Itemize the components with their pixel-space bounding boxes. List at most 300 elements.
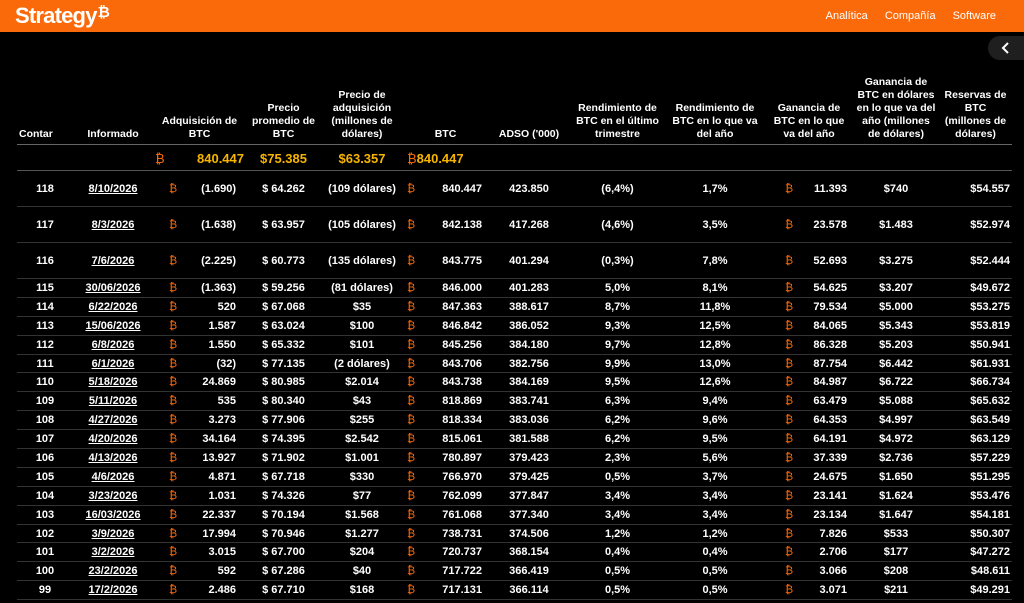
bitcoin-icon: ₿: [407, 414, 416, 427]
cell-avg-price: $ 77.906: [246, 411, 321, 430]
cell-yield-qtd: 9,7%: [570, 335, 665, 354]
cell-reserves: $50.307: [939, 524, 1012, 543]
bitcoin-icon: ₿: [785, 319, 794, 332]
bitcoin-icon: ₿: [169, 546, 178, 559]
bitcoin-icon: ₿: [169, 281, 178, 294]
col-btc[interactable]: BTC: [403, 76, 488, 145]
bitcoin-icon: ₿: [407, 182, 416, 195]
cell-adso: 366.419: [488, 562, 570, 581]
cell-usd-gain-ytd: $6.442: [853, 354, 939, 373]
cell-yield-qtd: 5,0%: [570, 279, 665, 298]
cell-yield-qtd: 0,5%: [570, 581, 665, 600]
cell-acq-price: $40: [321, 562, 403, 581]
cell-yield-qtd: 3,4%: [570, 486, 665, 505]
cell-usd-gain-ytd: $5.000: [853, 297, 939, 316]
bitcoin-icon: ₿: [407, 527, 416, 540]
cell-count: 105: [17, 467, 73, 486]
bitcoin-icon: ₿: [785, 182, 794, 195]
cell-gain-ytd: ₿ 86.328: [765, 335, 853, 354]
cell-usd-gain-ytd: $1.624: [853, 486, 939, 505]
strategy-logo[interactable]: Strategy₿: [15, 3, 110, 28]
cell-usd-gain-ytd: $3.207: [853, 279, 939, 298]
cell-count: 104: [17, 486, 73, 505]
bitcoin-icon: ₿: [407, 281, 416, 294]
cell-acquisition: ₿ 2.486: [153, 581, 246, 600]
cell-acquisition: ₿ (1.638): [153, 207, 246, 243]
cell-avg-price: $ 77.135: [246, 354, 321, 373]
cell-yield-ytd: 0,5%: [665, 581, 765, 600]
cell-yield-qtd: 9,3%: [570, 316, 665, 335]
cell-reported-link[interactable]: 4/27/2026: [73, 411, 153, 430]
cell-acquisition: ₿ 22.337: [153, 505, 246, 524]
cell-btc: ₿ 843.738: [403, 373, 488, 392]
cell-gain-ytd: ₿ 52.693: [765, 243, 853, 279]
table-row: [17, 524, 1012, 543]
cell-acquisition: ₿ 17.994: [153, 524, 246, 543]
table-row: [17, 171, 1012, 207]
cell-acquisition: ₿ (2.225): [153, 243, 246, 279]
cell-reported-link[interactable]: 3/2/2026: [73, 543, 153, 562]
cell-gain-ytd: ₿ 2.706: [765, 543, 853, 562]
bitcoin-icon: ₿: [169, 433, 178, 446]
cell-reported-link[interactable]: 3/9/2026: [73, 524, 153, 543]
cell-adso: 423.850: [488, 171, 570, 207]
cell-reserves: $65.632: [939, 392, 1012, 411]
cell-usd-gain-ytd: $5.088: [853, 392, 939, 411]
cell-yield-ytd: 0,4%: [665, 543, 765, 562]
bitcoin-icon: ₿: [785, 281, 794, 294]
cell-usd-gain-ytd: $208: [853, 562, 939, 581]
cell-adso: 417.268: [488, 207, 570, 243]
nav-software[interactable]: Software: [952, 10, 996, 22]
bitcoin-icon: ₿: [785, 546, 794, 559]
col-avg-btc-price[interactable]: Precio promedio de BTC: [246, 76, 321, 145]
bitcoin-icon: ₿: [785, 527, 794, 540]
bitcoin-icon: ₿: [407, 338, 416, 351]
cell-acquisition: ₿ 1.550: [153, 335, 246, 354]
cell-reported-link[interactable]: 6/8/2026: [73, 335, 153, 354]
totals-row: [17, 145, 1012, 171]
col-btc-gain-ytd[interactable]: Ganancia de BTC en lo que va del año: [765, 76, 853, 145]
cell-count: 101: [17, 543, 73, 562]
bitcoin-icon: ₿: [407, 433, 416, 446]
bitcoin-icon: ₿: [169, 584, 178, 597]
cell-avg-price: $ 65.332: [246, 335, 321, 354]
cell-avg-price: $ 80.340: [246, 392, 321, 411]
cell-count: 103: [17, 505, 73, 524]
bitcoin-icon: ₿: [169, 338, 178, 351]
cell-adso: 377.340: [488, 505, 570, 524]
bitcoin-icon: ₿: [785, 508, 794, 521]
cell-count: 115: [17, 279, 73, 298]
cell-reserves: $66.734: [939, 373, 1012, 392]
cell-acquisition: ₿ 24.869: [153, 373, 246, 392]
cell-acquisition: ₿ 535: [153, 392, 246, 411]
cell-yield-ytd: 12,5%: [665, 316, 765, 335]
bitcoin-icon: ₿: [169, 254, 178, 267]
cell-gain-ytd: ₿ 79.534: [765, 297, 853, 316]
nav-company[interactable]: Compañía: [884, 10, 936, 22]
cell-reported-link[interactable]: 15/06/2026: [73, 316, 153, 335]
bitcoin-icon: ₿: [785, 565, 794, 578]
cell-reported-link[interactable]: 4/20/2026: [73, 430, 153, 449]
cell-usd-gain-ytd: $533: [853, 524, 939, 543]
table-row: [17, 335, 1012, 354]
bitcoin-icon: ₿: [407, 508, 416, 521]
cell-yield-qtd: 9,9%: [570, 354, 665, 373]
cell-acquisition: ₿ 1.031: [153, 486, 246, 505]
cell-adso: 383.036: [488, 411, 570, 430]
cell-yield-qtd: 0,5%: [570, 467, 665, 486]
cell-count: 117: [17, 207, 73, 243]
table-row: [17, 467, 1012, 486]
cell-gain-ytd: ₿ 37.339: [765, 449, 853, 468]
cell-gain-ytd: ₿ 84.065: [765, 316, 853, 335]
cell-avg-price: $ 67.710: [246, 581, 321, 600]
col-acquisition-price[interactable]: Precio de adquisición (millones de dólares): [321, 76, 403, 145]
cell-reported-link[interactable]: 16/03/2026: [73, 505, 153, 524]
cell-btc: ₿ 780.897: [403, 449, 488, 468]
bitcoin-icon: ₿: [407, 254, 416, 267]
cell-yield-ytd: 3,7%: [665, 467, 765, 486]
bitcoin-icon: ₿: [785, 489, 794, 502]
cell-btc: ₿ 717.722: [403, 562, 488, 581]
cell-reserves: $48.611: [939, 562, 1012, 581]
cell-acq-price: $1.277: [321, 524, 403, 543]
bitcoin-icon: ₿: [169, 395, 178, 408]
cell-reserves: $63.549: [939, 411, 1012, 430]
cell-yield-qtd: 6,2%: [570, 430, 665, 449]
cell-btc: ₿ 845.256: [403, 335, 488, 354]
cell-reported-link[interactable]: 7/6/2026: [73, 243, 153, 279]
cell-acq-price: $35: [321, 297, 403, 316]
cell-adso: 374.506: [488, 524, 570, 543]
cell-yield-ytd: 11,8%: [665, 297, 765, 316]
cell-acq-price: $77: [321, 486, 403, 505]
bitcoin-icon: ₿: [407, 151, 417, 166]
bitcoin-icon: ₿: [169, 319, 178, 332]
cell-acquisition: ₿ 34.164: [153, 430, 246, 449]
bitcoin-icon: ₿: [169, 414, 178, 427]
cell-gain-ytd: ₿ 64.191: [765, 430, 853, 449]
bitcoin-icon: ₿: [169, 489, 178, 502]
cell-count: 114: [17, 297, 73, 316]
cell-reported-link[interactable]: 6/22/2026: [73, 297, 153, 316]
bitcoin-icon: ₿: [407, 376, 416, 389]
collapse-panel-button[interactable]: [988, 36, 1024, 60]
cell-reported-link[interactable]: 4/6/2026: [73, 467, 153, 486]
cell-btc: ₿ 843.706: [403, 354, 488, 373]
cell-reported-link[interactable]: 5/11/2026: [73, 392, 153, 411]
cell-yield-ytd: 8,1%: [665, 279, 765, 298]
cell-count: 118: [17, 171, 73, 207]
cell-acq-price: $43: [321, 392, 403, 411]
cell-acquisition: ₿ 4.871: [153, 467, 246, 486]
cell-gain-ytd: ₿ 84.987: [765, 373, 853, 392]
bitcoin-icon: ₿: [155, 151, 165, 166]
cell-reported-link[interactable]: 23/2/2026: [73, 562, 153, 581]
bitcoin-icon: ₿: [169, 508, 178, 521]
cell-yield-ytd: 13,0%: [665, 354, 765, 373]
bitcoin-icon: ₿: [785, 254, 794, 267]
cell-reserves: $50.941: [939, 335, 1012, 354]
cell-adso: 384.169: [488, 373, 570, 392]
cell-reported-link[interactable]: 3/23/2026: [73, 486, 153, 505]
cell-avg-price: $ 64.262: [246, 171, 321, 207]
table-row: [17, 581, 1012, 600]
cell-btc: ₿ 846.842: [403, 316, 488, 335]
bitcoin-icon: ₿: [785, 357, 794, 370]
cell-acquisition: ₿ 1.587: [153, 316, 246, 335]
cell-avg-price: $ 80.985: [246, 373, 321, 392]
col-btc-reserves[interactable]: Reservas de BTC (millones de dólares): [939, 76, 1012, 145]
cell-reserves: $54.181: [939, 505, 1012, 524]
cell-acq-price: $101: [321, 335, 403, 354]
cell-count: 116: [17, 243, 73, 279]
cell-reported-link[interactable]: 5/18/2026: [73, 373, 153, 392]
cell-acquisition: ₿ (1.363): [153, 279, 246, 298]
cell-count: 108: [17, 411, 73, 430]
cell-acq-price: $255: [321, 411, 403, 430]
cell-usd-gain-ytd: $4.972: [853, 430, 939, 449]
cell-usd-gain-ytd: $211: [853, 581, 939, 600]
cell-avg-price: $ 60.773: [246, 243, 321, 279]
cell-btc: ₿ 815.061: [403, 430, 488, 449]
cell-yield-qtd: (4,6%): [570, 207, 665, 243]
table-row: [17, 316, 1012, 335]
cell-reserves: $53.476: [939, 486, 1012, 505]
col-btc-usd-gain-ytd[interactable]: Ganancia de BTC en dólares en lo que va del año (millones de dólares): [853, 76, 939, 145]
cell-adso: 382.756: [488, 354, 570, 373]
bitcoin-icon: ₿: [785, 376, 794, 389]
cell-yield-qtd: 3,4%: [570, 505, 665, 524]
cell-avg-price: $ 63.957: [246, 207, 321, 243]
cell-yield-ytd: 7,8%: [665, 243, 765, 279]
cell-gain-ytd: ₿ 23.578: [765, 207, 853, 243]
bitcoin-icon: ₿: [407, 489, 416, 502]
cell-btc: ₿ 842.138: [403, 207, 488, 243]
cell-gain-ytd: ₿ 24.675: [765, 467, 853, 486]
cell-yield-qtd: 2,3%: [570, 449, 665, 468]
cell-acq-price: $2.014: [321, 373, 403, 392]
cell-acquisition: ₿ (32): [153, 354, 246, 373]
cell-yield-qtd: 6,2%: [570, 411, 665, 430]
cell-usd-gain-ytd: $3.275: [853, 243, 939, 279]
cell-usd-gain-ytd: $2.736: [853, 449, 939, 468]
table-row: [17, 207, 1012, 243]
cell-reserves: $52.974: [939, 207, 1012, 243]
table-row: [17, 297, 1012, 316]
cell-count: 112: [17, 335, 73, 354]
cell-reported-link[interactable]: 30/06/2026: [73, 279, 153, 298]
bitcoin-icon: ₿: [785, 451, 794, 464]
cell-count: 113: [17, 316, 73, 335]
cell-acquisition: ₿ 13.927: [153, 449, 246, 468]
cell-yield-ytd: 3,4%: [665, 505, 765, 524]
table-row: [17, 486, 1012, 505]
bitcoin-icon: ₿: [169, 470, 178, 483]
cell-reported-link[interactable]: 6/1/2026: [73, 354, 153, 373]
bitcoin-icon: ₿: [407, 584, 416, 597]
cell-acquisition: ₿ 520: [153, 297, 246, 316]
cell-usd-gain-ytd: $4.997: [853, 411, 939, 430]
bitcoin-icon: ₿: [785, 414, 794, 427]
table-header-row: [17, 76, 1012, 145]
cell-acq-price: $1.568: [321, 505, 403, 524]
cell-yield-ytd: 5,6%: [665, 449, 765, 468]
cell-adso: 388.617: [488, 297, 570, 316]
table-row: [17, 243, 1012, 279]
cell-acq-price: (2 dólares): [321, 354, 403, 373]
cell-adso: 379.423: [488, 449, 570, 468]
cell-yield-ytd: 9,6%: [665, 411, 765, 430]
bitcoin-icon: ₿: [785, 584, 794, 597]
cell-adso: 384.180: [488, 335, 570, 354]
cell-reserves: $61.931: [939, 354, 1012, 373]
cell-reported-link[interactable]: 8/3/2026: [73, 207, 153, 243]
cell-acq-price: (109 dólares): [321, 171, 403, 207]
col-btc-acquisition[interactable]: Adquisición de BTC: [153, 76, 246, 145]
cell-btc: ₿ 738.731: [403, 524, 488, 543]
col-adso[interactable]: ADSO ('000): [488, 76, 570, 145]
cell-gain-ytd: ₿ 23.134: [765, 505, 853, 524]
cell-avg-price: $ 63.024: [246, 316, 321, 335]
cell-yield-ytd: 1,7%: [665, 171, 765, 207]
cell-yield-ytd: 9,5%: [665, 430, 765, 449]
cell-reserves: $53.275: [939, 297, 1012, 316]
cell-gain-ytd: ₿ 11.393: [765, 171, 853, 207]
cell-yield-ytd: 0,5%: [665, 562, 765, 581]
cell-avg-price: $ 74.326: [246, 486, 321, 505]
cell-reserves: $47.272: [939, 543, 1012, 562]
nav-analytics[interactable]: Analítica: [825, 10, 868, 22]
cell-count: 106: [17, 449, 73, 468]
cell-yield-qtd: 6,3%: [570, 392, 665, 411]
bitcoin-icon: ₿: [407, 470, 416, 483]
table-row: [17, 449, 1012, 468]
col-reported[interactable]: Informado: [73, 76, 153, 145]
cell-acq-price: (81 dólares): [321, 279, 403, 298]
col-count[interactable]: Contar: [17, 76, 73, 145]
cell-yield-ytd: 3,5%: [665, 207, 765, 243]
cell-yield-ytd: 12,8%: [665, 335, 765, 354]
table-row: [17, 373, 1012, 392]
cell-reported-link[interactable]: 17/2/2026: [73, 581, 153, 600]
bitcoin-icon: ₿: [785, 300, 794, 313]
cell-avg-price: $ 67.068: [246, 297, 321, 316]
cell-usd-gain-ytd: $5.203: [853, 335, 939, 354]
table-row: [17, 354, 1012, 373]
cell-btc: ₿ 720.737: [403, 543, 488, 562]
cell-adso: 401.283: [488, 279, 570, 298]
cell-btc: ₿ 843.775: [403, 243, 488, 279]
cell-acq-price: $204: [321, 543, 403, 562]
col-btc-yield-qtd[interactable]: Rendimiento de BTC en el último trimestre: [570, 76, 665, 145]
cell-gain-ytd: ₿ 3.066: [765, 562, 853, 581]
cell-count: 111: [17, 354, 73, 373]
cell-avg-price: $ 59.256: [246, 279, 321, 298]
cell-usd-gain-ytd: $5.343: [853, 316, 939, 335]
cell-btc: ₿ 717.131: [403, 581, 488, 600]
cell-yield-qtd: (0,3%): [570, 243, 665, 279]
cell-gain-ytd: ₿ 87.754: [765, 354, 853, 373]
cell-acquisition: ₿ (1.690): [153, 171, 246, 207]
main-nav: [826, 0, 996, 32]
bitcoin-icon: ₿: [407, 218, 416, 231]
cell-reserves: $57.229: [939, 449, 1012, 468]
cell-acq-price: $100: [321, 316, 403, 335]
col-btc-yield-ytd[interactable]: Rendimiento de BTC en lo que va del año: [665, 76, 765, 145]
cell-yield-qtd: 8,7%: [570, 297, 665, 316]
cell-btc: ₿ 840.447: [403, 171, 488, 207]
cell-avg-price: $ 67.286: [246, 562, 321, 581]
cell-usd-gain-ytd: $177: [853, 543, 939, 562]
totals-empty: [17, 145, 73, 171]
cell-acquisition: ₿ 3.015: [153, 543, 246, 562]
cell-acq-price: $168: [321, 581, 403, 600]
cell-adso: 381.588: [488, 430, 570, 449]
cell-reported-link[interactable]: 8/10/2026: [73, 171, 153, 207]
cell-reserves: $49.291: [939, 581, 1012, 600]
cell-btc: ₿ 846.000: [403, 279, 488, 298]
cell-yield-ytd: 1,2%: [665, 524, 765, 543]
bitcoin-icon: ₿: [407, 565, 416, 578]
cell-gain-ytd: ₿ 63.479: [765, 392, 853, 411]
bitcoin-icon: ₿: [407, 395, 416, 408]
cell-avg-price: $ 70.194: [246, 505, 321, 524]
bitcoin-icon: ₿: [785, 433, 794, 446]
cell-reserves: $54.557: [939, 171, 1012, 207]
table-row: [17, 279, 1012, 298]
table-row: [17, 543, 1012, 562]
cell-usd-gain-ytd: $6.722: [853, 373, 939, 392]
cell-acq-price: $330: [321, 467, 403, 486]
cell-yield-qtd: 9,5%: [570, 373, 665, 392]
totals-avg-price: $75.385: [246, 145, 321, 171]
cell-usd-gain-ytd: $740: [853, 171, 939, 207]
totals-acquisition: ₿ 840.447: [153, 145, 246, 171]
bitcoin-icon: ₿: [169, 451, 178, 464]
cell-usd-gain-ytd: $1.483: [853, 207, 939, 243]
table-row: [17, 411, 1012, 430]
cell-reported-link[interactable]: 4/13/2026: [73, 449, 153, 468]
cell-adso: 377.847: [488, 486, 570, 505]
cell-gain-ytd: ₿ 54.625: [765, 279, 853, 298]
bitcoin-icon: ₿: [169, 218, 178, 231]
totals-btc: ₿840.447: [403, 145, 488, 171]
cell-gain-ytd: ₿ 7.826: [765, 524, 853, 543]
cell-count: 102: [17, 524, 73, 543]
table-row: [17, 505, 1012, 524]
cell-reserves: $63.129: [939, 430, 1012, 449]
table-row: [17, 430, 1012, 449]
cell-gain-ytd: ₿ 64.353: [765, 411, 853, 430]
btc-holdings-table: [17, 76, 1012, 600]
cell-count: 109: [17, 392, 73, 411]
cell-avg-price: $ 70.946: [246, 524, 321, 543]
cell-adso: 366.114: [488, 581, 570, 600]
cell-reserves: $49.672: [939, 279, 1012, 298]
cell-adso: 379.425: [488, 467, 570, 486]
cell-reserves: $51.295: [939, 467, 1012, 486]
totals-empty: [73, 145, 153, 171]
bitcoin-icon: ₿: [169, 357, 178, 370]
bitcoin-icon: ₿: [169, 527, 178, 540]
cell-yield-qtd: 1,2%: [570, 524, 665, 543]
cell-btc: ₿ 847.363: [403, 297, 488, 316]
bitcoin-icon: ₿: [407, 300, 416, 313]
cell-yield-qtd: 0,4%: [570, 543, 665, 562]
